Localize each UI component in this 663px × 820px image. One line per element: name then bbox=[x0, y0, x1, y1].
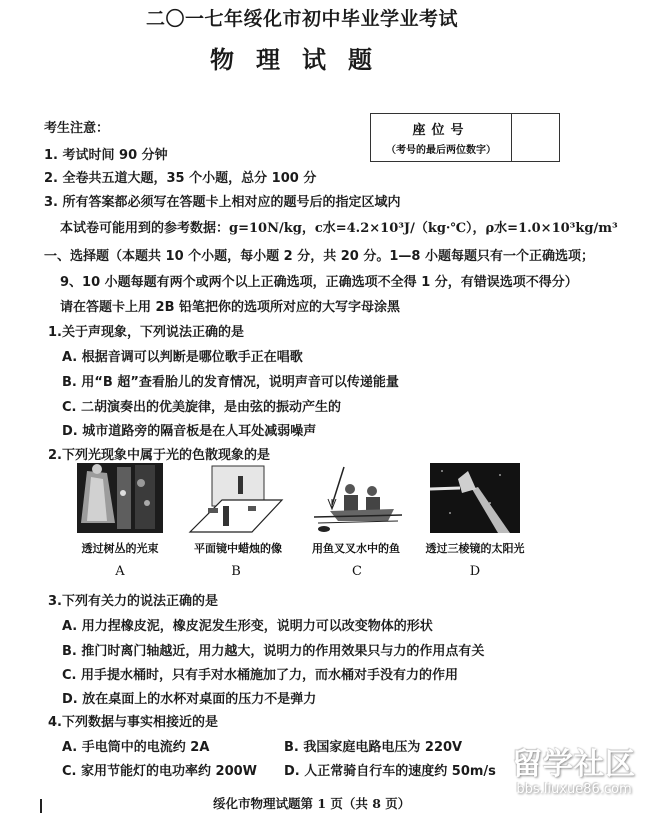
figure-d-letter: D bbox=[469, 564, 481, 579]
question-2-stem: 2.下列光现象中属于光的色散现象的是 bbox=[48, 448, 270, 463]
question-3-option-b: B. 推门时离门轴越近，用力越大，说明力的作用效果只与力的作用点有关 bbox=[62, 644, 485, 659]
reference-c-water: c水=4.2×10³J/（kg·℃）， bbox=[314, 221, 486, 236]
question-1-option-d: D. 城市道路旁的隔音板是在人耳处减弱噪声 bbox=[62, 424, 317, 439]
figure-d-prism-sunlight-image bbox=[430, 463, 520, 533]
reference-g: g=10N/kg， bbox=[229, 221, 315, 236]
notice-item-2: 2. 全卷共五道大题，35 个小题，总分 100 分 bbox=[44, 171, 317, 186]
question-1-option-b: B. 用“B 超”查看胎儿的发育情况，说明声音可以传递能量 bbox=[62, 375, 399, 390]
figure-d-caption: 透过三棱镜的太阳光 bbox=[425, 542, 525, 555]
watermark-logo-text: 留学社区 bbox=[512, 747, 636, 782]
question-3-stem: 3.下列有关力的说法正确的是 bbox=[48, 594, 218, 609]
question-1-stem: 1.关于声现象，下列说法正确的是 bbox=[48, 325, 244, 340]
question-3-option-d: D. 放在桌面上的水杯对桌面的压力不是弹力 bbox=[62, 692, 317, 707]
notice-heading: 考生注意： bbox=[44, 121, 110, 136]
reference-rho-water: ρ水=1.0×10³kg/m³ bbox=[485, 221, 618, 236]
figure-c-letter: C bbox=[352, 564, 362, 579]
figure-b-letter: B bbox=[231, 564, 241, 579]
figure-a-letter: A bbox=[115, 564, 125, 579]
question-4-stem: 4.下列数据与事实相接近的是 bbox=[48, 715, 218, 730]
notice-item-1: 1. 考试时间 90 分钟 bbox=[44, 148, 168, 163]
figure-c-caption: 用鱼叉叉水中的鱼 bbox=[312, 542, 400, 555]
figure-b-caption: 平面镜中蜡烛的像 bbox=[194, 542, 282, 555]
watermark-logo bbox=[494, 748, 654, 804]
figure-a-caption: 透过树丛的光束 bbox=[81, 542, 159, 555]
figure-b-plane-mirror-image bbox=[188, 464, 284, 534]
seat-number-label: 座位号 bbox=[412, 123, 470, 138]
question-4-option-a: A. 手电筒中的电流约 2A bbox=[62, 740, 210, 755]
seat-number-box bbox=[370, 113, 560, 162]
question-1-option-c: C. 二胡演奏出的优美旋律，是由弦的振动产生的 bbox=[62, 400, 342, 415]
reference-data bbox=[60, 217, 618, 236]
section1-heading-line1: 一、选择题（本题共 10 个小题，每小题 2 分，共 20 分。1—8 小题每题只有一个正确选项； bbox=[44, 249, 594, 264]
question-3-option-c: C. 用手提水桶时，只有手对水桶施加了力，而水桶对手没有力的作用 bbox=[62, 668, 459, 683]
subject-title: 物理试题 bbox=[210, 46, 394, 74]
figure-c-fish-spear-image bbox=[310, 465, 404, 533]
question-1-option-a: A. 根据音调可以判断是哪位歌手正在唱歌 bbox=[62, 350, 303, 365]
section1-heading-line2: 9、10 小题每题有两个或两个以上正确选项，正确选项不全得 1 分，有错误选项不得分） bbox=[60, 275, 578, 290]
notice-item-3: 3. 所有答案都必须写在答题卡上相对应的题号后的指定区域内 bbox=[44, 195, 401, 210]
exam-title: 二〇一七年绥化市初中毕业学业考试 bbox=[146, 8, 459, 30]
question-4-option-c: C. 家用节能灯的电功率约 200W bbox=[62, 764, 258, 779]
seat-number-label-cell bbox=[371, 114, 512, 161]
figure-a-light-beams-image bbox=[77, 463, 163, 533]
seat-number-hint: （考号的最后两位数字） bbox=[386, 145, 496, 156]
seat-number-field[interactable] bbox=[512, 114, 559, 161]
question-3-option-a: A. 用力捏橡皮泥，橡皮泥发生形变，说明力可以改变物体的形状 bbox=[62, 619, 433, 634]
reference-prefix: 本试卷可能用到的参考数据： bbox=[60, 221, 230, 236]
watermark-site-text: bbs.liuxue86.com bbox=[516, 782, 632, 797]
page-footer: 绥化市物理试题第 1 页（共 8 页） bbox=[213, 796, 411, 811]
question-4-option-d: D. 人正常骑自行车的速度约 50m/s bbox=[284, 764, 496, 779]
question-4-option-b: B. 我国家庭电路电压为 220V bbox=[284, 740, 463, 755]
section1-heading-line3: 请在答题卡上用 2B 铅笔把你的选项所对应的大写字母涂黑 bbox=[60, 300, 401, 315]
text-cursor-mark bbox=[40, 799, 42, 813]
